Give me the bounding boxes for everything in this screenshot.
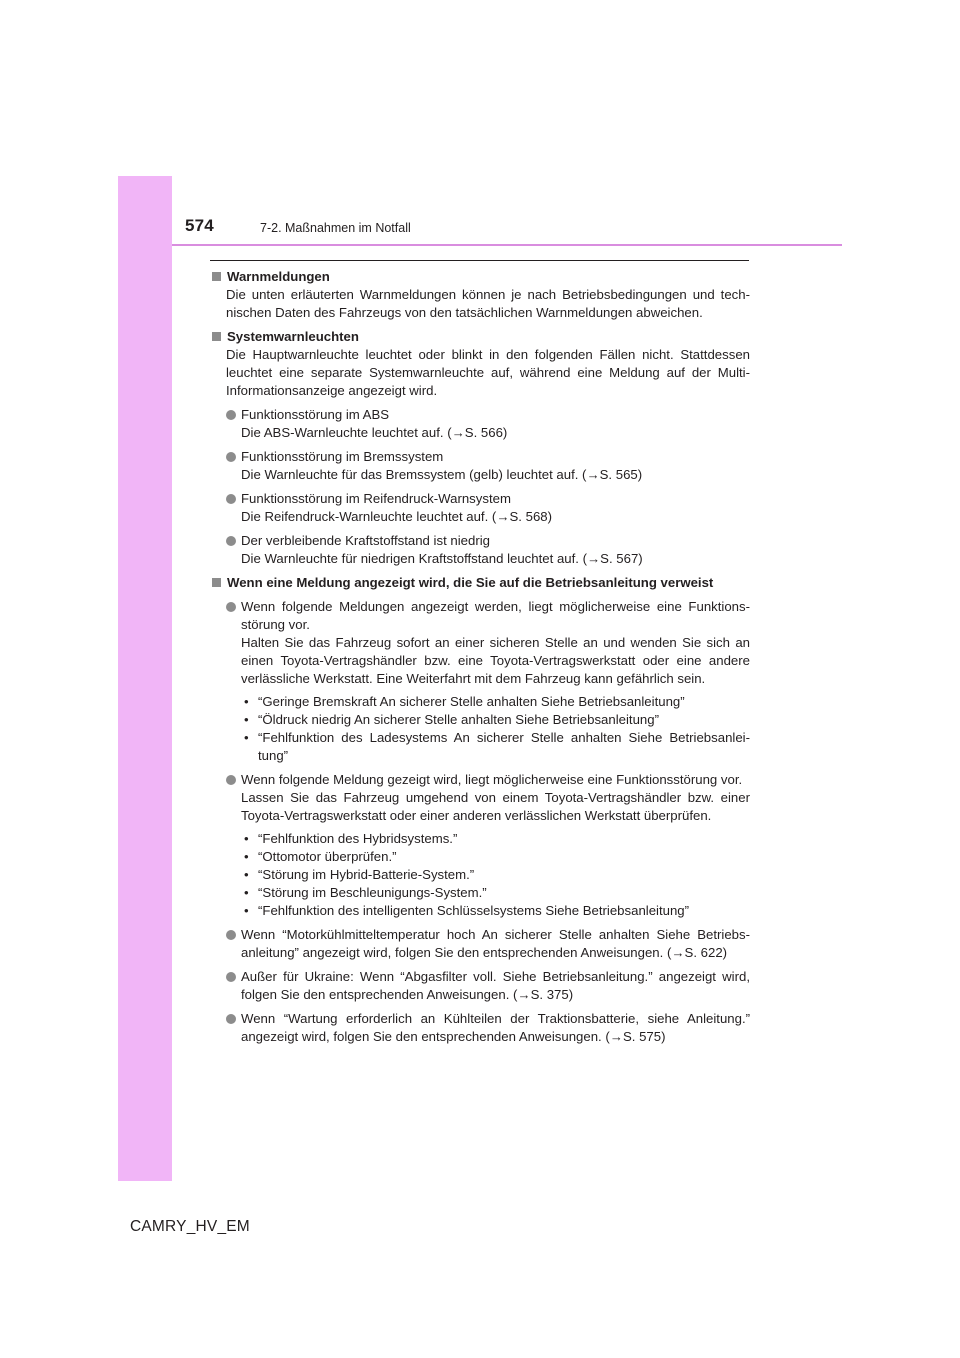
circle-bullet-icon xyxy=(226,972,236,982)
header-rule xyxy=(172,244,842,246)
heading-text: Warnmeldungen xyxy=(227,269,330,284)
circle-bullet-icon xyxy=(226,536,236,546)
circle-bullet-icon xyxy=(226,410,236,420)
circle-bullet-icon xyxy=(226,452,236,462)
item-text: Wenn “Motorkühlmitteltemperatur hoch An sicherer Stelle anhalten Siehe Betriebs-anleitung” angezeigt wird, folgen Sie den entsprechenden Anweisungen. (→S. 622) xyxy=(241,927,750,960)
heading-meldung-betriebsanleitung xyxy=(210,574,750,592)
circle-bullet-icon xyxy=(226,775,236,785)
list-item xyxy=(210,771,750,825)
message-list xyxy=(210,830,750,920)
paragraph: Die Hauptwarnleuchte leuchtet oder blinkt in den folgenden Fällen nicht. Stattdessen leuchtet eine separate Systemwarnleuchte auf, während eine Meldung auf der Multi-Informationsanzeige angezeigt wird. xyxy=(226,347,750,398)
square-bullet-icon xyxy=(212,272,221,281)
item-text: Lassen Sie das Fahrzeug umgehend von einem Toyota-Vertragshändler bzw. einer Toyota-Vertragswerkstatt oder einer anderen verlässlichen Werkstatt überprüfen. xyxy=(241,790,750,823)
list-item xyxy=(210,598,750,688)
item-text: Außer für Ukraine: Wenn “Abgasfilter voll. Siehe Betriebsanleitung.” angezeigt wird, folgen Sie den entsprechenden Anweisungen. (→S. 375) xyxy=(241,969,750,1002)
heading-text: Systemwarnleuchten xyxy=(227,329,359,344)
item-text: Wenn “Wartung erforderlich an Kühlteilen der Traktionsbatterie, siehe Anleitung.” angezeigt wird, folgen Sie den entsprechenden Anweisungen. (→S. 575) xyxy=(241,1011,750,1044)
message-item: • “Fehlfunktion des Ladesystems An sicherer Stelle anhalten Siehe Betriebsanlei-tung” xyxy=(244,730,750,763)
list-item xyxy=(210,448,750,484)
circle-bullet-icon xyxy=(226,602,236,612)
item-text: Wenn folgende Meldungen angezeigt werden, liegt möglicherweise eine Funktions-störung vor. xyxy=(241,599,750,632)
circle-bullet-icon xyxy=(226,494,236,504)
list-item xyxy=(210,490,750,526)
message-item: • “Öldruck niedrig An sicherer Stelle anhalten Siehe Betriebsanleitung” xyxy=(244,712,659,727)
list-item xyxy=(210,926,750,962)
page-number: 574 xyxy=(185,216,214,235)
message-item: • “Ottomotor überprüfen.” xyxy=(244,849,397,864)
list-item xyxy=(210,968,750,1004)
message-item: • “Störung im Beschleunigungs-System.” xyxy=(244,885,487,900)
item-title: Funktionsstörung im Bremssystem xyxy=(241,449,444,464)
paragraph: Die unten erläuterten Warnmeldungen können je nach Betriebsbedingungen und tech-nischen Daten des Fahrzeugs von den tatsächlichen Warnmeldungen abweichen. xyxy=(226,287,750,320)
square-bullet-icon xyxy=(212,578,221,587)
footer-model-code: CAMRY_HV_EM xyxy=(130,1218,250,1235)
item-title: Funktionsstörung im Reifendruck-Warnsystem xyxy=(241,491,511,506)
list-item xyxy=(210,532,750,568)
item-title: Der verbleibende Kraftstoffstand ist niedrig xyxy=(241,533,490,548)
message-item: • “Störung im Hybrid-Batterie-System.” xyxy=(244,867,475,882)
list-item xyxy=(210,406,750,442)
chapter-tab-bar xyxy=(118,176,172,1181)
item-text: Halten Sie das Fahrzeug sofort an einer sicheren Stelle an und wenden Sie sich an einen Toyota-Vertragshändler bzw. eine Toyota-Vertragswerkstatt oder eine andere verlässliche Werkstatt. Eine Weiterfahrt mit dem Fahrzeug kann gefährlich sein. xyxy=(241,635,750,686)
heading-systemwarnleuchten xyxy=(210,328,750,346)
item-text: Die Warnleuchte für niedrigen Kraftstoffstand leuchtet auf. (→S. 567) xyxy=(241,551,643,566)
list-item xyxy=(210,1010,750,1046)
message-item: • “Fehlfunktion des intelligenten Schlüsselsystems Siehe Betriebsanleitung” xyxy=(244,903,690,918)
circle-bullet-icon xyxy=(226,930,236,940)
page-content xyxy=(210,268,750,1046)
heading-text: Wenn eine Meldung angezeigt wird, die Sie auf die Betriebsanleitung verweist xyxy=(227,575,714,590)
item-text: Die Reifendruck-Warnleuchte leuchtet auf. (→S. 568) xyxy=(241,509,553,524)
message-item: • “Fehlfunktion des Hybridsystems.” xyxy=(244,831,458,846)
heading-warnmeldungen xyxy=(210,268,750,286)
circle-bullet-icon xyxy=(226,1014,236,1024)
section-title: 7-2. Maßnahmen im Notfall xyxy=(260,221,411,235)
square-bullet-icon xyxy=(212,332,221,341)
message-list xyxy=(210,693,750,765)
message-item: • “Geringe Bremskraft An sicherer Stelle anhalten Siehe Betriebsanleitung” xyxy=(244,694,685,709)
item-title: Funktionsstörung im ABS xyxy=(241,407,390,422)
content-divider xyxy=(210,260,749,261)
item-text: Die ABS-Warnleuchte leuchtet auf. (→S. 566) xyxy=(241,425,508,440)
item-text: Die Warnleuchte für das Bremssystem (gelb) leuchtet auf. (→S. 565) xyxy=(241,467,643,482)
item-text: Wenn folgende Meldung gezeigt wird, liegt möglicherweise eine Funktionsstörung vor. xyxy=(241,772,743,787)
